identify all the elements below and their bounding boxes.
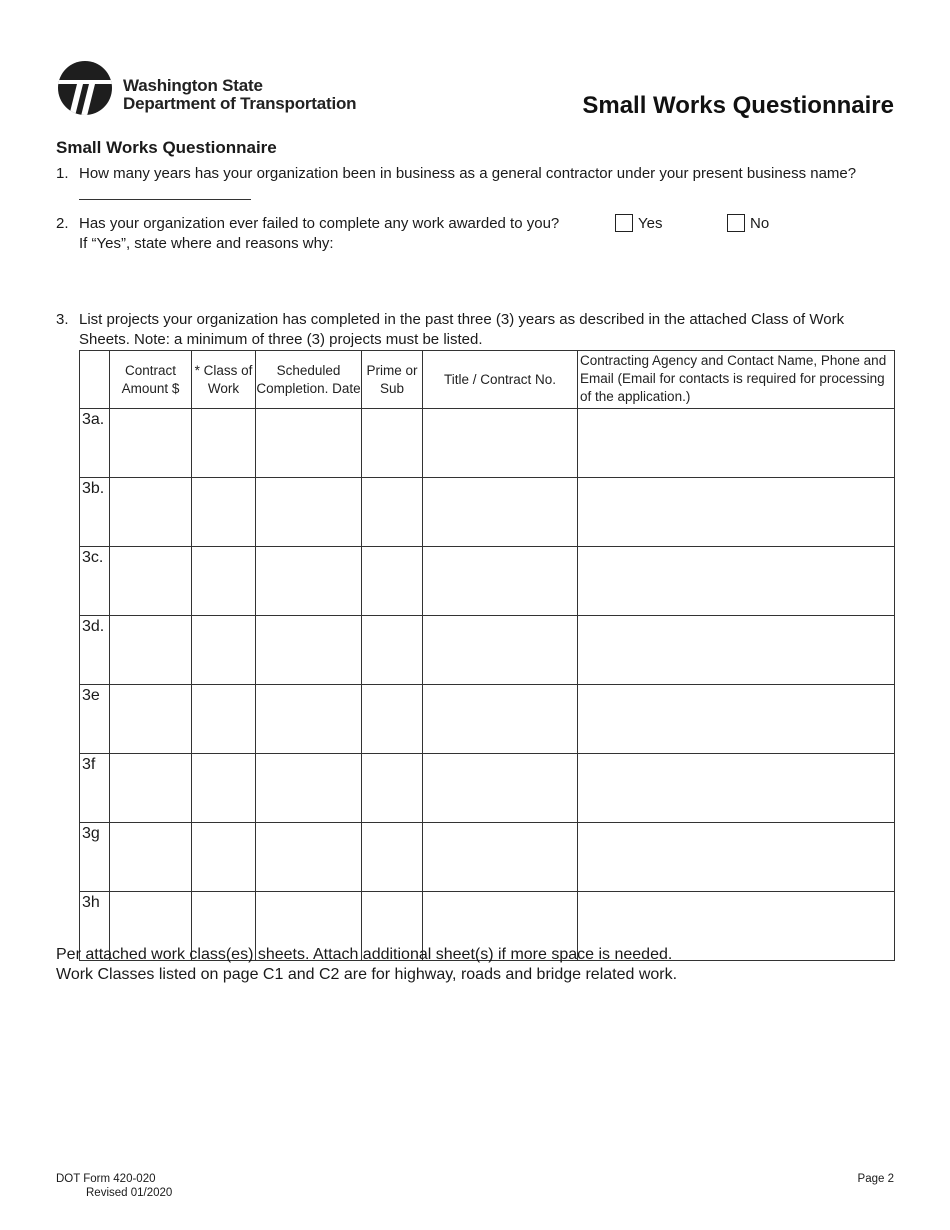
completion-date-cell[interactable] (256, 409, 362, 478)
table-row (80, 754, 895, 823)
wsdot-logo (57, 60, 387, 118)
title-contract-cell[interactable] (423, 823, 578, 892)
row-label: 3h (80, 892, 110, 961)
class-of-work-cell[interactable] (192, 616, 256, 685)
table-row (80, 478, 895, 547)
question-2-subtext: If “Yes”, state where and reasons why: (79, 235, 334, 252)
page-title: Small Works Questionnaire (582, 92, 894, 119)
row-label: 3g (80, 823, 110, 892)
header-title-contract: Title / Contract No. (423, 351, 578, 409)
title-contract-cell[interactable] (423, 754, 578, 823)
header-row-label (80, 351, 110, 409)
title-contract-cell[interactable] (423, 547, 578, 616)
class-of-work-cell[interactable] (192, 754, 256, 823)
prime-or-sub-cell[interactable] (362, 547, 423, 616)
question-1-number: 1. (56, 165, 69, 182)
note-line-2: Work Classes listed on page C1 and C2 are for highway, roads and bridge related work. (56, 966, 678, 983)
completion-date-cell[interactable] (256, 754, 362, 823)
logo-text (123, 77, 356, 113)
page-number: Page 2 (857, 1173, 894, 1185)
contract-amount-cell[interactable] (110, 823, 192, 892)
class-of-work-cell[interactable] (192, 685, 256, 754)
yes-label: Yes (638, 215, 663, 232)
completion-date-cell[interactable] (256, 478, 362, 547)
wsdot-logo-mark-icon (57, 60, 113, 116)
row-label: 3d. (80, 616, 110, 685)
contract-amount-cell[interactable] (110, 754, 192, 823)
header-contract-amount: Contract Amount $ (110, 351, 192, 409)
class-of-work-cell[interactable] (192, 478, 256, 547)
note-line-1: Per attached work class(es) sheets. Attach additional sheet(s) if more space is needed. (56, 946, 673, 963)
contracting-agency-cell[interactable] (578, 754, 895, 823)
no-checkbox[interactable] (727, 214, 745, 232)
table-row (80, 685, 895, 754)
question-3 (0, 310, 950, 350)
logo-line-1: Washington State (123, 76, 263, 95)
row-label: 3a. (80, 409, 110, 478)
projects-table (79, 350, 895, 961)
contracting-agency-cell[interactable] (578, 547, 895, 616)
section-heading: Small Works Questionnaire (56, 138, 277, 157)
completion-date-cell[interactable] (256, 823, 362, 892)
logo-line-2: Department of Transportation (123, 94, 357, 113)
contract-amount-cell[interactable] (110, 616, 192, 685)
no-label: No (750, 215, 770, 232)
class-of-work-cell[interactable] (192, 823, 256, 892)
question-3-number: 3. (56, 311, 69, 328)
years-in-business-input[interactable] (79, 199, 251, 200)
question-2 (0, 214, 950, 258)
prime-or-sub-cell[interactable] (362, 685, 423, 754)
question-2-number: 2. (56, 215, 69, 232)
completion-date-cell[interactable] (256, 685, 362, 754)
contracting-agency-cell[interactable] (578, 685, 895, 754)
header-prime-or-sub: Prime or Sub (362, 351, 423, 409)
revised-date: Revised 01/2020 (86, 1187, 173, 1199)
contracting-agency-cell[interactable] (578, 478, 895, 547)
question-1 (0, 164, 950, 188)
title-contract-cell[interactable] (423, 409, 578, 478)
header-completion-date: Scheduled Completion. Date (256, 351, 362, 409)
contracting-agency-cell[interactable] (578, 616, 895, 685)
form-number: DOT Form 420-020 (56, 1173, 156, 1185)
prime-or-sub-cell[interactable] (362, 754, 423, 823)
row-label: 3f (80, 754, 110, 823)
title-contract-cell[interactable] (423, 685, 578, 754)
class-of-work-cell[interactable] (192, 409, 256, 478)
yes-checkbox[interactable] (615, 214, 633, 232)
question-2-text: Has your organization ever failed to complete any work awarded to you? (79, 215, 560, 232)
row-label: 3b. (80, 478, 110, 547)
prime-or-sub-cell[interactable] (362, 478, 423, 547)
completion-date-cell[interactable] (256, 616, 362, 685)
contract-amount-cell[interactable] (110, 685, 192, 754)
question-3-text-line-2: Sheets. Note: a minimum of three (3) projects must be listed. (79, 331, 483, 348)
table-header-row (80, 351, 895, 409)
table-row (80, 823, 895, 892)
row-label: 3e (80, 685, 110, 754)
prime-or-sub-cell[interactable] (362, 616, 423, 685)
class-of-work-cell[interactable] (192, 547, 256, 616)
table-row (80, 547, 895, 616)
prime-or-sub-cell[interactable] (362, 823, 423, 892)
table-row (80, 616, 895, 685)
table-row (80, 409, 895, 478)
prime-or-sub-cell[interactable] (362, 409, 423, 478)
question-1-text: How many years has your organization been in business as a general contractor under your present business name? (79, 165, 857, 182)
contract-amount-cell[interactable] (110, 478, 192, 547)
contract-amount-cell[interactable] (110, 547, 192, 616)
contracting-agency-cell[interactable] (578, 409, 895, 478)
contract-amount-cell[interactable] (110, 409, 192, 478)
header-class-of-work: * Class of Work (192, 351, 256, 409)
question-3-text: List projects your organization has completed in the past three (3) years as described in the attached Class of Work (79, 311, 845, 328)
contracting-agency-cell[interactable] (578, 823, 895, 892)
row-label: 3c. (80, 547, 110, 616)
completion-date-cell[interactable] (256, 547, 362, 616)
title-contract-cell[interactable] (423, 616, 578, 685)
header-contracting-agency: Contracting Agency and Contact Name, Phone and Email (Email for contacts is required for processing of the application.) (578, 351, 895, 409)
title-contract-cell[interactable] (423, 478, 578, 547)
